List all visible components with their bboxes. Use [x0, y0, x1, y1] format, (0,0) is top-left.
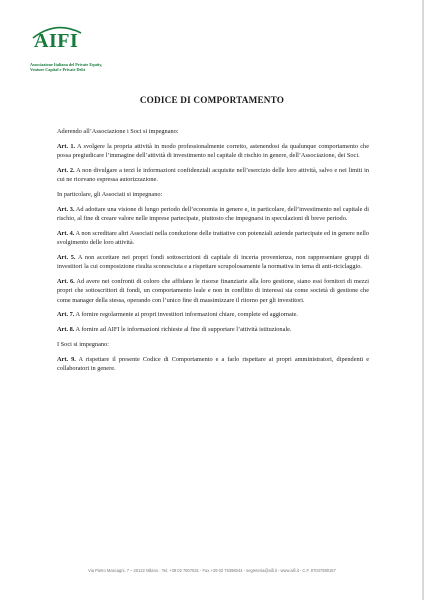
article-text: A rispettare il presente Codice di Comportamento e a farlo rispettare ai propri amministratori, dipendenti e collaboratori in genere. [57, 355, 369, 372]
intro-paragraph-3: I Soci si impegnano: [57, 340, 109, 348]
article-text: A fornire regolarmente ai propri investitori informazioni chiare, complete ed aggiornate. [74, 311, 298, 319]
article-8 [57, 325, 369, 334]
article-label: Art. 7. [57, 311, 75, 319]
article-label: Art. 4. [57, 229, 75, 237]
article-text: A non screditare altri Associati nella conduzione delle trattative con potenziali aziende partecipate ed in genere nello svolgimento delle loro attività. [57, 229, 370, 247]
article-6 [57, 277, 369, 305]
article-5 [57, 253, 369, 272]
article-label: Art. 8. [57, 326, 75, 334]
document-body [57, 127, 369, 379]
article-text: A non divulgare a terzi le informazioni confidenziali acquisite nell’esercizio delle loro attività, salvo e nei limiti in cui ne ricevano espressa autorizzazione. [57, 166, 369, 184]
aifi-logo [30, 22, 140, 73]
article-text: Ad adottare una visione di lungo periodo dell’economia in genere e, in particolare, dell’investimento nel capitale di rischio, al fine di creare valore nelle imprese partecipate, piuttosto che impegnarsi in speculazioni di breve periodo. [57, 205, 369, 223]
article-3 [57, 205, 369, 224]
article-4 [57, 229, 369, 248]
footer-contact: Via Pietro Mascagni, 7 – 20122 Milano - Tel. +39 02 7607531 - Fax +39 02 76398044 - segreteria@aifi.it - www.aifi.it - C.F. 97047690157 [88, 568, 336, 573]
article-9 [57, 355, 369, 374]
article-label: Art. 6. [57, 277, 75, 285]
article-1 [57, 142, 369, 161]
intro-paragraph: Aderendo all’Associazione i Soci si impegnano: [57, 128, 179, 135]
article-text: A non accettare nei propri fondi sottoscrizioni di capitale di incerta provenienza, non rappresentare gruppi di investitori la cui composizione risulta sconosciuta e a rispettare scrupolosamente la normativa in tema di anti-riciclaggio. [57, 253, 369, 271]
document-title: CODICE DI COMPORTAMENTO [139, 95, 285, 105]
intro-paragraph-2: In particolare, gli Associati si impegnano: [57, 190, 163, 198]
article-label: Art. 5. [57, 253, 76, 261]
article-text: Ad avere nei confronti di coloro che affidano le risorse finanziarie alla loro gestione, siano essi fornitori di mezzi propri che sottoscrittori di fondi, un comportamento leale e non in conflitto di interessi sia come società di gestione che come manager della stessa, operando con l’unico fine di massimizzare il ritorno per gli investitori. [57, 277, 369, 304]
article-label: Art. 2. [57, 166, 75, 174]
article-7 [57, 310, 369, 319]
logo-subtitle: Associazione Italiana del Private Equity, Venture Capital e Private Debt [30, 62, 103, 73]
article-text: A svolgere la propria attività in modo professionalmente corretto, astenendosi da qualunque comportamento che possa pregiudicare l’immagine dell’attività di investimento nel capitale di rischio in genere, dell’Associazione, dei Soci. [57, 142, 369, 160]
logo-wordmark: AIFI [34, 30, 79, 52]
article-label: Art. 1. [57, 142, 76, 150]
article-text: A fornire ad AIFI le informazioni richieste al fine di supportare l’attività istituzionale. [74, 326, 292, 334]
article-label: Art. 9. [57, 355, 76, 363]
article-label: Art. 3. [57, 205, 75, 213]
article-2 [57, 166, 369, 185]
